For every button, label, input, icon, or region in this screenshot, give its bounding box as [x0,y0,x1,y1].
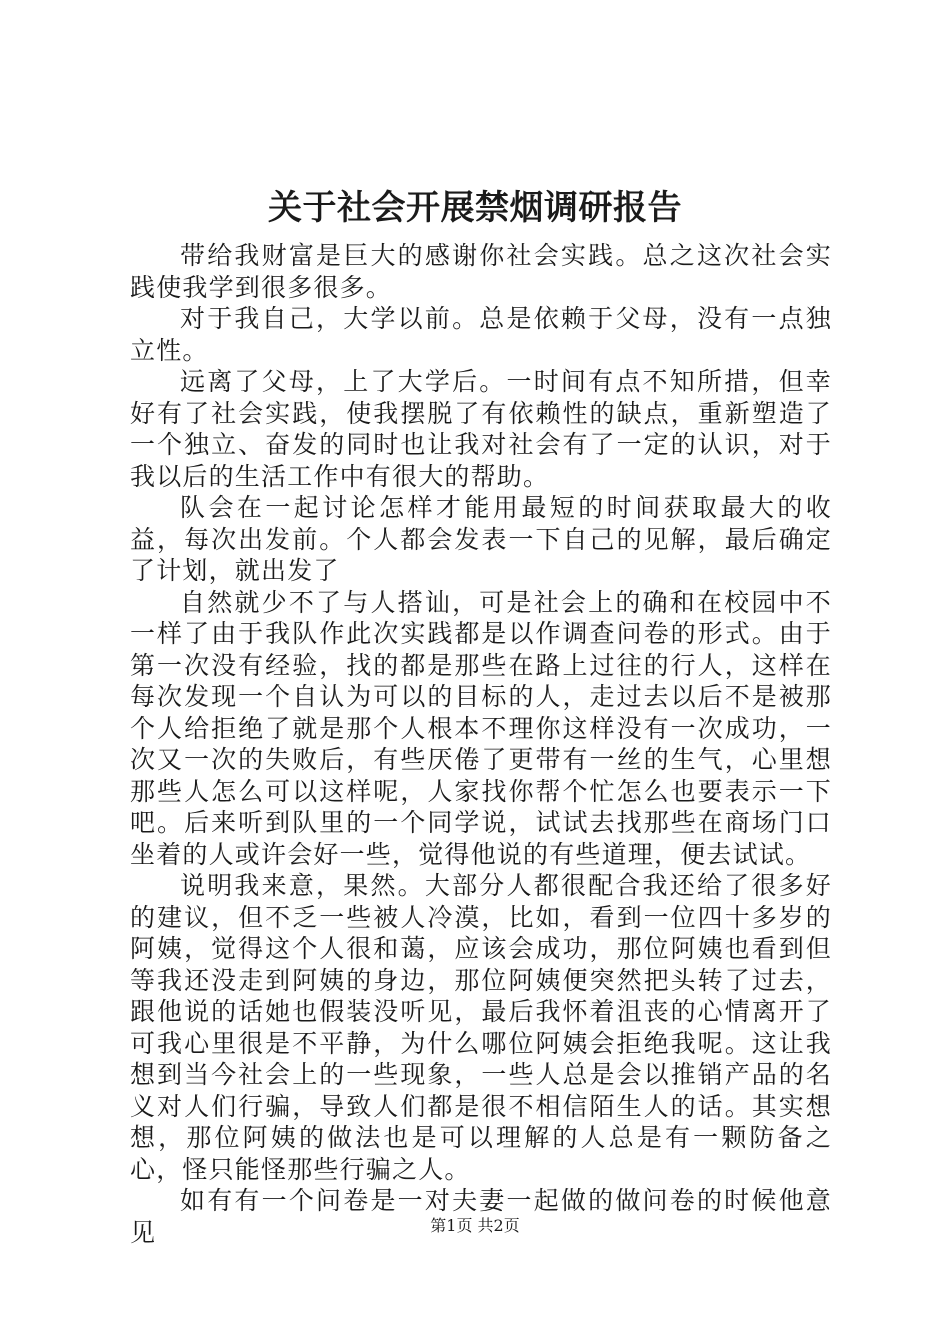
page-footer: 第1页 共2页 [430,1216,520,1235]
paragraph: 自然就少不了与人搭讪，可是社会上的确和在校园中不一样了由于我队作此次实践都是以作调查问卷的形式。由于第一次没有经验，找的都是那些在路上过往的行人，这样在每次发现一个自认为可以的目标的人，走过去以后不是被那个人给拒绝了就是那个人根本不理你这样没有一次成功，一次又一次的失败后，有些厌倦了更带有一丝的生气，心里想那些人怎么可以这样呢，人家找你帮个忙怎么也要表示一下吧。后来听到队里的一个同学说，试试去找那些在商场门口坐着的人或许会好一些，觉得他说的有些道理，便去试试。 [130,587,832,869]
document-title: 关于社会开展禁烟调研报告 [268,188,682,228]
paragraph: 远离了父母，上了大学后。一时间有点不知所措，但幸好有了社会实践，使我摆脱了有依赖性的缺点，重新塑造了一个独立、奋发的同时也让我对社会有了一定的认识，对于我以后的生活工作中有很大的帮助。 [130,367,832,491]
paragraph: 带给我财富是巨大的感谢你社会实践。总之这次社会实践使我学到很多很多。 [130,241,832,302]
paragraph: 说明我来意，果然。大部分人都很配合我还给了很多好的建议，但不乏一些被人冷漠，比如，看到一位四十多岁的阿姨，觉得这个人很和蔼，应该会成功，那位阿姨也看到但等我还没走到阿姨的身边，那位阿姨便突然把头转了过去，跟他说的话她也假装没听见，最后我怀着沮丧的心情离开了可我心里很是不平静，为什么哪位阿姨会拒绝我呢。这让我想到当今社会上的一些现象，一些人总是会以推销产品的名义对人们行骗，导致人们都是很不相信陌生人的话。其实想想，那位阿姨的做法也是可以理解的人总是有一颗防备之心，怪只能怪那些行骗之人。 [130,871,832,1184]
paragraph: 如有有一个问卷是一对夫妻一起做的做问卷的时候他意见 [130,1186,832,1247]
paragraph: 对于我自己，大学以前。总是依赖于父母，没有一点独立性。 [130,304,832,365]
paragraph: 队会在一起讨论怎样才能用最短的时间获取最大的收益，每次出发前。个人都会发表一下自己的见解，最后确定了计划，就出发了 [130,493,832,585]
document-body [130,240,832,1248]
